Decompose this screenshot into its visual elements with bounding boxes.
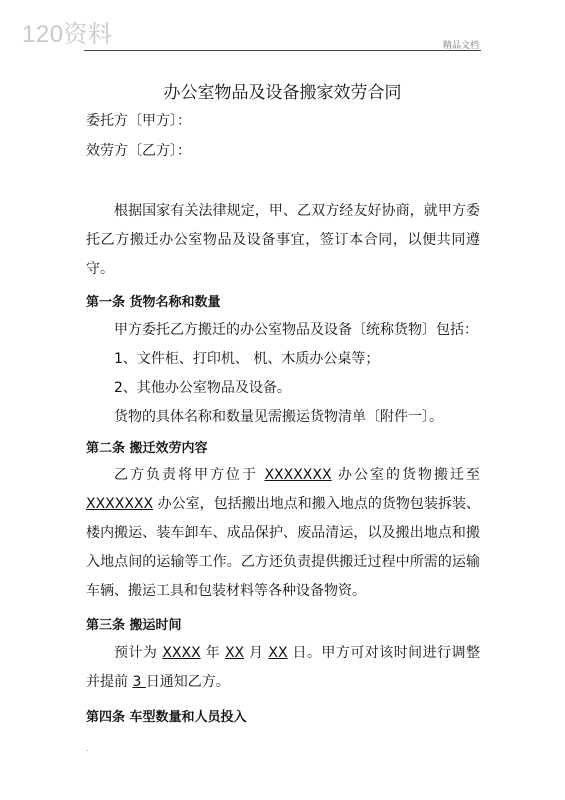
article-3-text-4: 日。甲方可对该时间进行调整并提前	[86, 645, 481, 690]
intro-paragraph: 根据国家有关法律规定，甲、乙双方经友好协商，就甲方委托乙方搬迁办公室物品及设备事宜，签订本合同，以便共同遵守。	[86, 203, 480, 277]
article-3-text-3: 月	[244, 645, 269, 661]
article-1-item-1: 1、文件柜、打印机、 机、木质办公桌等；	[114, 351, 380, 367]
watermark: 120资料	[22, 21, 113, 48]
destination-office-blank: XXXXXXX	[86, 496, 154, 512]
article-2-heading: 第二条 搬迁效劳内容	[86, 441, 208, 456]
party-b-line: 效劳方〔乙方〕：	[86, 143, 191, 159]
origin-office-blank: XXXXXXX	[264, 467, 332, 483]
article-3-text-5: 日通知乙方。	[145, 674, 230, 690]
article-1-paragraph-4: 货物的具体名称和数量见需搬运货物清单〔附件一〕。	[114, 409, 443, 425]
article-1-paragraph-1: 甲方委托乙方搬迁的办公室物品及设备〔统称货物〕包括：	[114, 322, 478, 338]
article-3-paragraph	[86, 639, 480, 697]
article-3-text-1: 预计为	[114, 645, 163, 661]
article-2-text-1: 乙方负责将甲方位于	[114, 467, 265, 483]
article-2-text-3: 办公室，包括搬出地点和搬入地点的货物包装拆装、楼内搬运、装车卸车、成品保护、废品清运，以及搬出地点和搬入地点间的运输等工作。乙方还负责提供搬迁过程中所需的运输车辆、搬运工具和包装材料等各种设备物资。	[86, 496, 480, 599]
document-title: 办公室物品及设备搬家效劳合同	[163, 83, 402, 103]
party-a-line: 委托方〔甲方〕：	[86, 113, 191, 129]
article-3-heading: 第三条 搬运时间	[86, 618, 182, 633]
header-rule	[84, 50, 481, 51]
month-blank: XX	[224, 645, 245, 661]
article-1-item-2: 2、其他办公室物品及设备。	[114, 380, 291, 396]
footer-mark: .	[86, 744, 89, 753]
header-label: 精品文档	[442, 41, 479, 51]
year-blank: XXXX	[162, 645, 201, 661]
article-2-text-2: 办公室的货物搬迁至	[331, 467, 481, 483]
article-1-heading: 第一条 货物名称和数量	[86, 295, 221, 310]
day-blank: XX	[268, 645, 288, 661]
article-4-heading: 第四条 车型数量和人员投入	[86, 710, 247, 725]
article-2-paragraph	[86, 461, 480, 606]
notice-days-blank: 3	[132, 674, 146, 690]
article-3-text-2: 年	[200, 645, 225, 661]
